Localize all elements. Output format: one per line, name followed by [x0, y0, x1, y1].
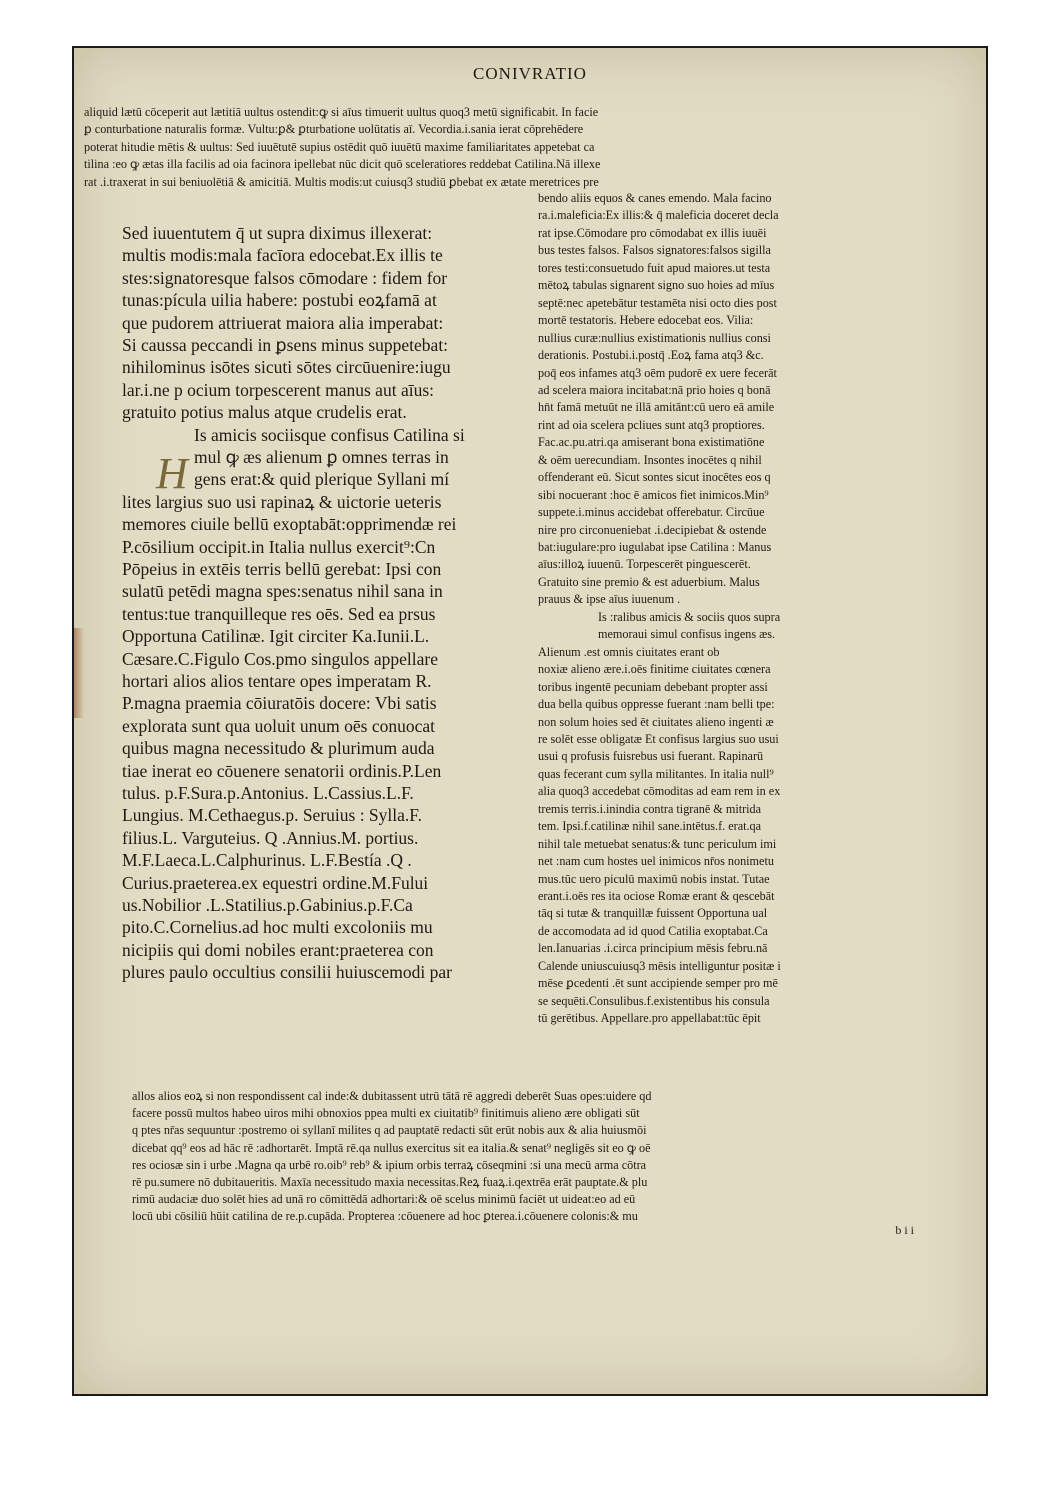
- commentary-line: non solum hoies sed ēt ciuitates alieno ingenti æ: [538, 714, 774, 729]
- commentary-line: quas fecerant cum sylla militantes. In italia null⁹: [538, 766, 774, 781]
- commentary-line: ꝑ conturbatione naturalis formæ. Vultu:ꝑ& ꝑturbatione uolūtatis aī. Vecordia.i.sania ierat cōprehēdere: [84, 122, 584, 137]
- text-line: quibus magna necessitudo & plurimum auda: [122, 738, 435, 759]
- text-line: Lungius. M.Cethaegus.p. Seruius : Sylla.F.: [122, 805, 422, 826]
- text-line: explorata sunt qua uoluit unum oēs conuocat: [122, 715, 435, 736]
- text-line: Sed iuuentutem q̄ ut supra diximus illexerat:: [122, 223, 433, 243]
- commentary-line: rē pu.sumere nō dubitaueritis. Maxīa necessitudo maxia necessitas.Reꝝ fuaꝝ.i.qextrēa erāt pauptate.& plu: [132, 1175, 648, 1189]
- commentary-line: usui q profusis fuisrebus usi fuerant. Rapinarū: [538, 749, 764, 764]
- commentary-line: q ptes nr̄as sequuntur :postremo oi syllanī milites q ad pauptatē redacti sūt erūt nobis aux & alia huiusmōi: [132, 1123, 647, 1138]
- commentary-line: tremis terris.i.inindia contra tigranē & mitrida: [538, 801, 762, 816]
- commentary-line: poterat hitudie mētis & uultus: Sed iuuētutē supius ostēdit quō iuuētū maxime familiaritates appetebat ca: [84, 139, 595, 154]
- commentary-line: nihil tale metuebat senatus:& tunc periculum imi: [538, 836, 777, 851]
- commentary-line: rat ipse.Cōmodare pro cōmodabat ex illis iuuēi: [538, 225, 767, 240]
- commentary-line: dua bella quibus oppresse fuerant :nam belli tpe:: [538, 697, 775, 712]
- text-line: tentus:tue tranquilleque res oēs. Sed ea prsus: [122, 603, 436, 624]
- commentary-line: Gratuito sine premio & est aduerbium. Malus: [538, 574, 760, 589]
- commentary-line: sibi nocuerant :hoc ē amicos fiet inimicos.Min⁹: [538, 487, 769, 502]
- text-line: P.cōsilium occipit.in Italia nullus exercit⁹:Cn: [122, 536, 436, 557]
- text-line: tunas:pícula uilia habere: postubi eoꝝfamā at: [122, 290, 437, 311]
- text-line: que pudorem attriuerat maiora alia imperabat:: [122, 312, 444, 333]
- text-line: Curius.praeterea.ex equestri ordine.M.Fului: [122, 872, 429, 893]
- text-line: tulus. p.F.Sura.p.Antonius. L.Cassius.L.F.: [122, 783, 414, 803]
- text-line: Pōpeius in extēis terris bellū gerebat: Ipsi con: [122, 559, 442, 579]
- text-line: plures paulo occultius consilii huiuscemodi par: [122, 962, 453, 983]
- commentary-line: rint ad oia scelera pcliues sunt atq3 proptiores.: [538, 417, 765, 432]
- commentary-line: alia quoq3 accedebat cōmoditas ad eam rem in ex: [538, 784, 781, 799]
- commentary-line: bat:iugulare:pro iugulabat ipse Catilina : Manus: [538, 540, 772, 554]
- commentary-line: Is :ralibus amicis & sociis quos supra: [598, 609, 781, 624]
- commentary-line: tāq si tutæ & tranquillæ fuissent Opportuna ual: [538, 906, 768, 921]
- commentary-line: mortē testatoris. Hebere edocebat eos. Vilia:: [538, 313, 754, 328]
- text-line: Si caussa peccandi in ꝑsens minus suppetebat:: [122, 335, 449, 355]
- text-line: mul ꝙ æs alienum ꝑ omnes terras in: [194, 447, 449, 467]
- manuscript-page: [74, 48, 986, 1394]
- commentary-line: & oēm uerecundiam. Insontes inocētes q nihil: [538, 452, 762, 467]
- commentary-line: mēse ꝑcedenti .ēt sunt accipiende semper pro mē: [538, 976, 778, 991]
- commentary-line: net :nam cum hostes uel inimicos nr̄os nonimetu: [538, 854, 774, 869]
- commentary-line: tores testi:consuetudo fuit apud maiores.ut testa: [538, 260, 771, 275]
- commentary-line: tū gerētibus. Appellare.pro appellabat:tūc ēpit: [538, 1011, 761, 1026]
- commentary-line: mētoꝝ tabulas signarent signo suo hoies ad mīus: [538, 278, 775, 293]
- page-stain: [74, 628, 84, 718]
- commentary-line: locū ubi cōsiliū hūit catilina de re.p.cupāda. Propterea :cōuenere ad hoc ꝑterea.i.cōuenere colonis:& mu: [132, 1209, 638, 1224]
- commentary-line: derationis. Postubi.i.postq̄ .Eoꝝ fama atq3 &c.: [538, 348, 764, 363]
- commentary-line: bus testes falsos. Falsos signatores:falsos sigilla: [538, 243, 771, 258]
- commentary-line: tem. Ipsi.f.catilinæ nihil sane.intētus.f. erat.qa: [538, 819, 762, 834]
- folio-signature: b i i: [895, 1223, 914, 1237]
- commentary-line: septē:nec apetebātur testamēta nisi octo dies post: [538, 295, 777, 310]
- text-line: M.F.Laeca.L.Calphurinus. L.F.Bestía .Q .: [122, 850, 412, 871]
- commentary-line: hn̄t famā metuūt ne illā amitānt:cū uero eā amile: [538, 400, 775, 415]
- text-line: lites largius suo usi rapinaꝝ & uictorie ueteris: [122, 491, 442, 512]
- commentary-line: se sequēti.Consulibus.f.existentibus his consula: [538, 993, 770, 1008]
- commentary-line: memoraui simul confisus ingens æs.: [598, 627, 776, 642]
- commentary-line: len.Ianuarias .i.circa principium mēsis febru.nā: [538, 941, 768, 956]
- commentary-line: erant.i.oēs res ita ociose Romæ erant & qescebāt: [538, 889, 775, 903]
- commentary-line: re solēt esse obligatæ Et confisus largius suo usui: [538, 731, 779, 746]
- commentary-line: toribus ingentē pecuniam debebant propter assi: [538, 679, 768, 694]
- commentary-line: suppete.i.minus accidebat offerebatur. Circūue: [538, 505, 765, 520]
- commentary-line: Calende uniuscuiusq3 mēsis intelliguntur positæ i: [538, 958, 781, 973]
- commentary-line: Fac.ac.pu.atri.qa amiserant bona existimatiōne: [538, 435, 765, 450]
- commentary-line: ra.i.maleficia:Ex illis:& q̄ maleficia doceret decla: [538, 208, 779, 223]
- text-line: us.Nobilior .L.Statilius.p.Gabinius.p.F.Ca: [122, 895, 413, 915]
- commentary-line: nire pro circonueniebat .i.decipiebat & ostende: [538, 522, 767, 537]
- text-line: sulatū petēdi magna spes:senatus nihil sana in: [122, 581, 443, 602]
- text-line: pito.C.Cornelius.ad hoc multi excoloniis mu: [122, 917, 433, 938]
- commentary-line: offenderant eū. Sicut sontes sicut inocētes eos q: [538, 470, 771, 485]
- commentary-line: res ociosæ sin i urbe .Magna qa urbē ro.oib⁹ reb⁹ & ipium orbis terraꝝ cōseqmini :si una mecū arma cōtra: [132, 1157, 647, 1172]
- commentary-line: aliquid lætū cōceperit aut lætitiā uultus ostendit:ꝙ si aīus timuerit uultus quoq3 metū significabit. In facie: [84, 105, 599, 119]
- text-line: nicipiis qui domi nobiles erant:praeterea con: [122, 939, 434, 960]
- text-line: P.magna praemia cōiuratōis docere: Vbi satis: [122, 693, 437, 714]
- commentary-line: bendo aliis equos & canes emendo. Mala facino: [538, 191, 772, 205]
- text-line: stes:signatoresque falsos cōmodare : fidem for: [122, 267, 448, 288]
- commentary-line: nullius curæ:nullius existimationis nullius consi: [538, 330, 771, 345]
- text-line: memores ciuile bellū exoptabāt:opprimendæ rei: [122, 514, 457, 535]
- commentary-line: noxiæ alieno ære.i.oēs finitime ciuitates cœnera: [538, 662, 771, 677]
- commentary-line: mus.tūc uero piculū maximū nobis instat. Tutae: [538, 871, 770, 886]
- running-header: CONIVRATIO: [473, 64, 587, 83]
- text-line: multis modis:mala facīora edocebat.Ex illis te: [122, 245, 443, 266]
- text-line: filius.L. Varguteius. Q .Annius.M. portius.: [122, 827, 419, 848]
- commentary-line: Alienum .est omnis ciuitates erant ob: [538, 644, 720, 659]
- text-line: lar.i.ne p ocium torpescerent manus aut aīus:: [122, 379, 434, 400]
- commentary-line: facere possū multos habeo uiros mihi obnoxios ppea multi ex ciuitatib⁹ finitimuis alieno ære obligati sūt: [132, 1106, 640, 1121]
- text-line: gratuito potius malus atque crudelis erat.: [122, 402, 407, 423]
- commentary-line: tilina :eo ꝙ ætas illa facilis ad oia facinora ipellebat nūc dicit quō sceleratiores reddebat Catilina.Nā illexe: [84, 157, 601, 172]
- text-line: hortari alios alios tentare opes imperatam R.: [122, 671, 432, 691]
- commentary-line: allos alios eoꝝ si non respondissent cal inde:& dubitassent utrū tātā rē aggredi deberēt Suas opes:uidere qd: [132, 1089, 652, 1103]
- commentary-line: aīus:illoꝝ iuuenū. Torpescerēt pinguescerēt.: [538, 557, 751, 572]
- text-line: Is amicis sociisque confisus Catilina si: [194, 424, 465, 445]
- commentary-line: poq̄ eos infames atq3 oēm pudorē ex uere fecerāt: [538, 365, 777, 380]
- commentary-line: prauus & ipse aīus iuuenum .: [538, 592, 681, 607]
- text-line: nihilominus isōtes sicuti sōtes circūuenire:iugu: [122, 357, 451, 378]
- commentary-line: ad scelera maiora incitabat:nā prio hoies q bonā: [538, 382, 771, 397]
- commentary-line: rat .i.traxerat in sui beniuolētiā & amicitiā. Multis modis:ut cuiusq3 studiū ꝑbebat ex ætate meretrices pre: [84, 174, 599, 189]
- commentary-line: de accomodata ad id quod Catilia exoptabat.Ca: [538, 923, 768, 938]
- text-line: gens erat:& quid plerique Syllani mí: [194, 469, 450, 490]
- drop-initial: H: [156, 449, 188, 498]
- commentary-line: rimū audaciæ duo solēt hies ad unā ro cōmittēdā adhortari:& oē scelus minimū faciēt ut uideat:eo ad eū: [132, 1192, 636, 1207]
- text-line: tiae inerat eo cōuenere senatorii ordinis.P.Len: [122, 760, 442, 781]
- commentary-line: dicebat qq⁹ eos ad hāc rē :adhortarēt. Imptā rē.qa nullus exercitus sit ea italia.& senat⁹ negligēs sit eo ꝙ oē: [132, 1140, 651, 1155]
- text-line: Opportuna Catilinæ. Igit circiter Ka.Iunii.L.: [122, 626, 430, 647]
- text-line: Cæsare.C.Figulo Cos.pmo singulos appellare: [122, 648, 438, 669]
